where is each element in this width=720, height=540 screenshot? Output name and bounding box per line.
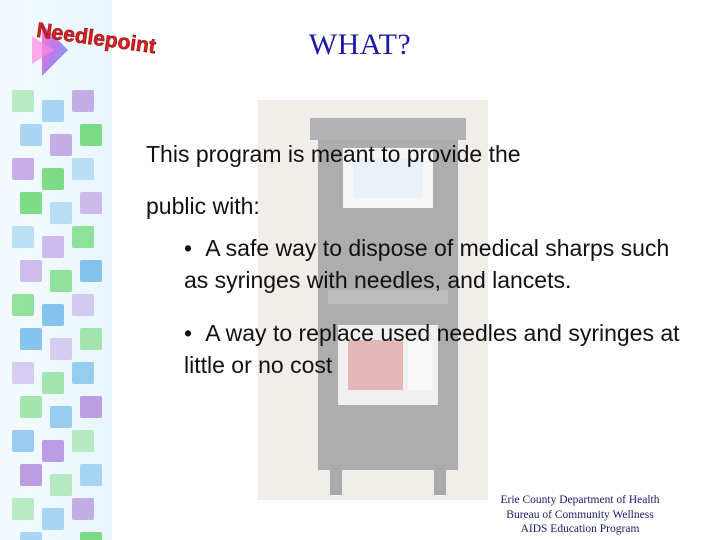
bullet-icon: • [184,235,193,261]
footer-credits [490,493,670,537]
logo-text [28,14,158,84]
decorative-tile [20,192,42,214]
footer-line: Erie County Department of Health [500,494,660,506]
decorative-tile [50,202,72,224]
needlepoint-logo [28,14,158,84]
decorative-tile [12,498,34,520]
decorative-tile [12,362,34,384]
list-item [184,317,684,381]
decorative-tile [80,260,102,282]
decorative-tile [20,260,42,282]
decorative-tile [42,440,64,462]
decorative-tile [50,270,72,292]
intro-line: This program is meant to provide the [146,141,521,167]
decorative-tile [42,508,64,530]
decorative-tile [50,134,72,156]
intro-line: public with: [146,193,260,219]
decorative-tile [72,90,94,112]
decorative-tile [50,338,72,360]
decorative-tile [20,532,42,540]
intro-paragraph [146,128,666,232]
decorative-tile [80,192,102,214]
decorative-tile [80,532,102,540]
decorative-tile [20,464,42,486]
decorative-tile [12,158,34,180]
decorative-tile [80,124,102,146]
decorative-tile [42,236,64,258]
list-item [184,232,684,296]
bullet-text: A way to replace used needles and syringes at little or no cost [184,320,680,378]
decorative-tile [42,372,64,394]
decorative-tile [50,406,72,428]
decorative-tile [42,168,64,190]
decorative-tile [72,226,94,248]
decorative-tile [42,304,64,326]
decorative-tile [20,328,42,350]
bullet-list [184,232,684,402]
slide-title: WHAT? [308,28,412,61]
decorative-tile [20,396,42,418]
decorative-tile [12,430,34,452]
decorative-tile [80,396,102,418]
decorative-tile [50,474,72,496]
svg-text:Needlepoint: Needlepoint [35,18,158,59]
decorative-tile [72,158,94,180]
decorative-tile [72,294,94,316]
decorative-tile [12,90,34,112]
decorative-tile [80,464,102,486]
decorative-tile [72,498,94,520]
decorative-tile [80,328,102,350]
bullet-icon: • [184,320,193,346]
decorative-tile [20,124,42,146]
bullet-text: A safe way to dispose of medical sharps such as syringes with needles, and lancets. [184,235,670,293]
decorative-tile [72,362,94,384]
decorative-tile [42,100,64,122]
footer-line: AIDS Education Program [520,523,640,535]
decorative-tile [12,226,34,248]
decorative-tile [72,430,94,452]
decorative-tile [12,294,34,316]
footer-line: Bureau of Community Wellness [506,508,654,521]
